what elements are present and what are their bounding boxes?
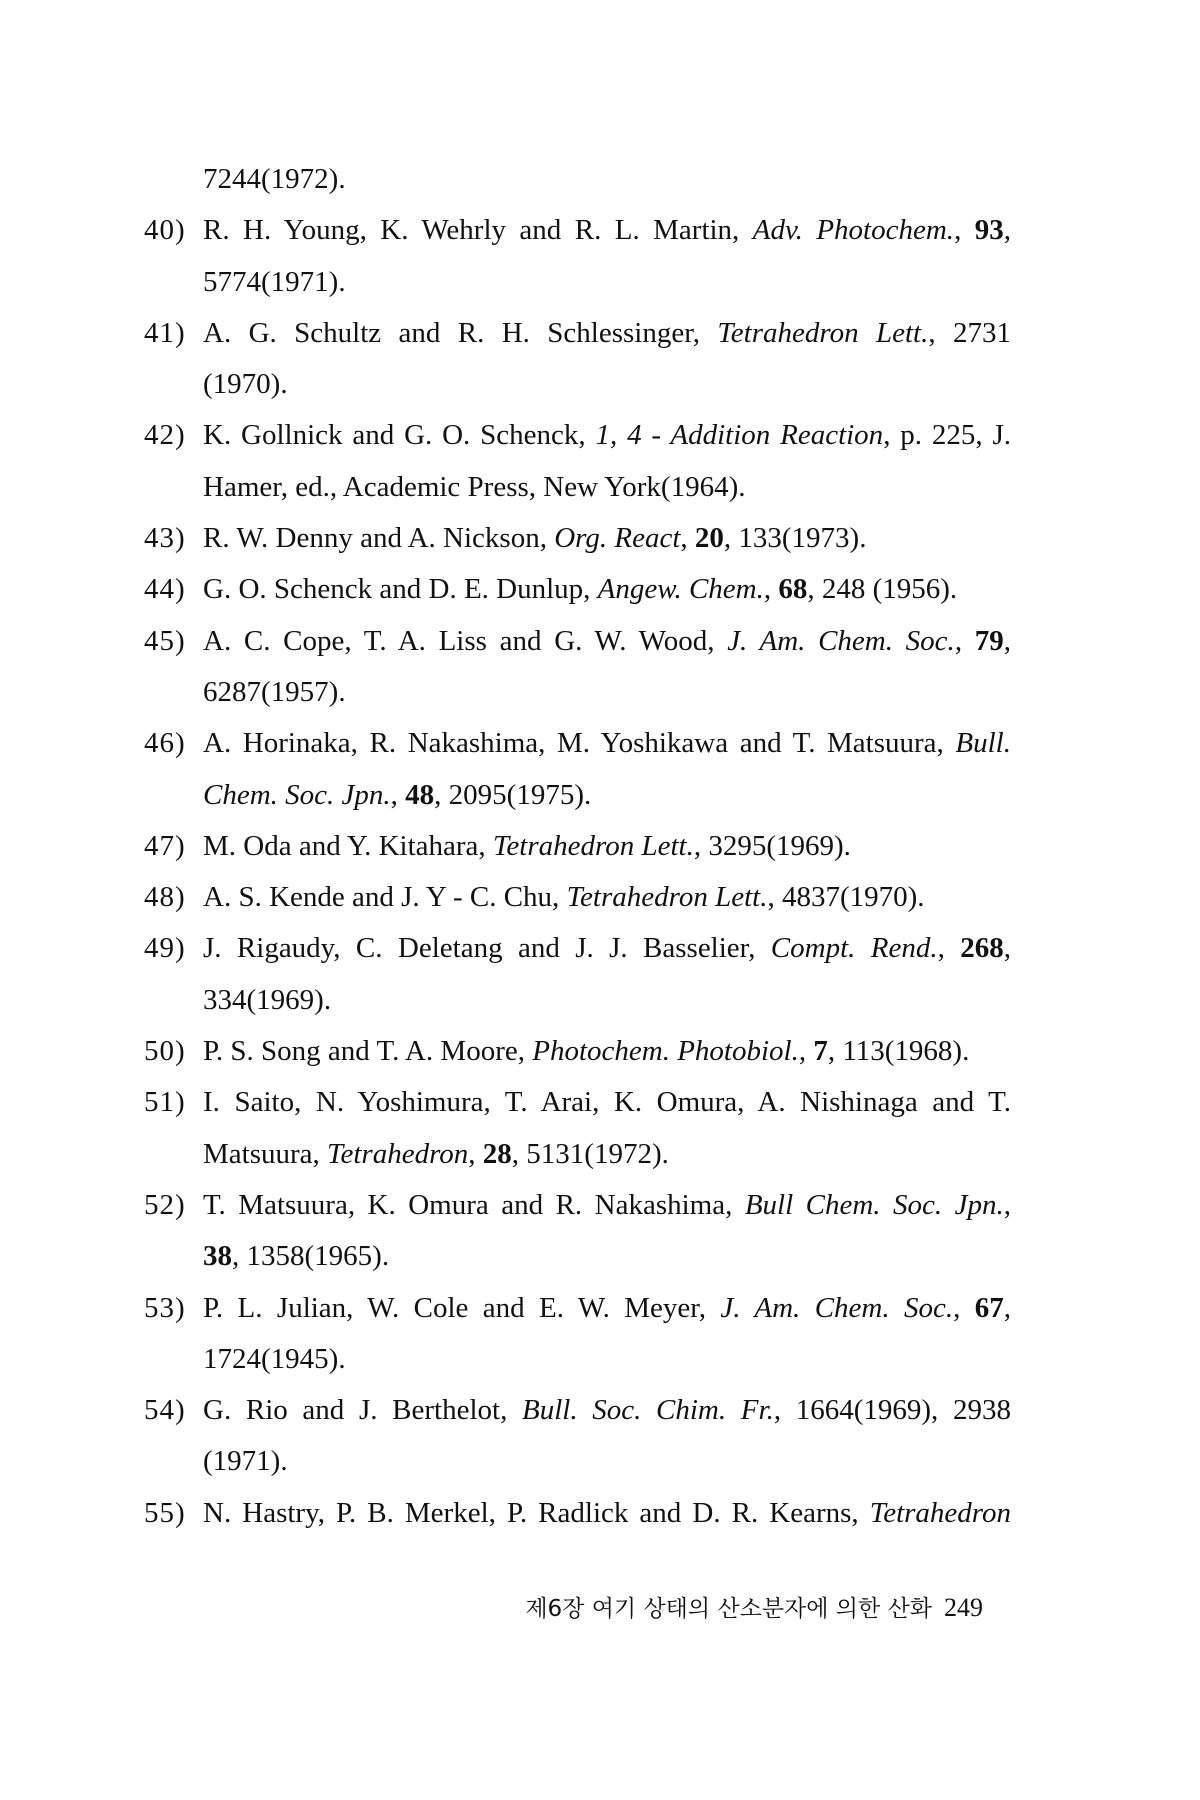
volume-number: 20 [694,522,724,555]
reference-number: 52) [144,1188,186,1221]
reference-text [203,821,1011,872]
citation-text: , [680,522,695,555]
citation-text: , 113(1968). [827,1035,970,1068]
reference-entry-start [0,1026,1200,1077]
citation-text: A. C. Cope, T. A. Liss and G. W. Wood, [203,624,728,657]
citation-text: , 2731 [928,316,1011,349]
volume-number: 67 [974,1291,1004,1324]
citation-text: , [954,624,975,657]
citation-text: 6287(1957). [203,675,346,708]
reference-number: 45) [144,624,186,657]
reference-entry-start [0,923,1200,974]
volume-number: 68 [778,573,808,606]
citation-text: , 2095(1975). [434,778,592,811]
volume-number: 48 [405,778,435,811]
reference-entry-start [0,616,1200,667]
journal-title: Photochem. Photobiol. [532,1035,799,1068]
reference-text [203,308,1011,359]
reference-number: 43) [144,522,186,555]
reference-number: 46) [144,727,186,760]
journal-title: Bull. [955,727,1011,760]
page-number: 249 [944,1593,983,1622]
reference-text [203,359,1011,410]
citation-text: T. Matsuura, K. Omura and R. Nakashima, [203,1188,745,1221]
reference-text [203,410,1011,461]
reference-number: 44) [144,573,186,606]
reference-text [203,1436,1011,1487]
reference-text [203,770,1011,821]
reference-entry-start [0,205,1200,256]
reference-number: 40) [144,214,186,247]
citation-text: , [937,932,961,965]
citation-text: (1970). [203,368,288,401]
reference-text [203,205,1011,256]
journal-title: J. Am. Chem. Soc. [727,624,955,657]
citation-text: , [390,778,406,811]
citation-text: , 3295(1969). [693,829,851,862]
journal-title: Org. React [554,522,681,555]
journal-title: Angew. Chem. [597,573,764,606]
citation-text: M. Oda and Y. Kitahara, [203,829,493,862]
reference-entry-start [0,1385,1200,1436]
reference-text [203,872,1011,923]
reference-text [203,154,1011,205]
reference-text [203,513,1011,564]
reference-continuation-line [0,359,1200,410]
reference-entry-start [0,1077,1200,1128]
reference-text [203,616,1011,667]
citation-text: , [468,1137,483,1170]
reference-continuation-line [0,1129,1200,1180]
volume-number: 93 [974,214,1004,247]
citation-text: G. O. Schenck and D. E. Dunlup, [203,573,598,606]
citation-text: , [763,573,779,606]
reference-number: 42) [144,419,186,452]
reference-text [203,1283,1011,1334]
reference-entry-start [0,1488,1200,1539]
reference-entry-start [0,1180,1200,1231]
reference-text [203,1488,1011,1539]
citation-text: , 1664(1969), 2938 [773,1394,1011,1427]
page-footer [525,1590,983,1623]
journal-title: Compt. Rend. [770,932,938,965]
citation-text: , 1358(1965). [232,1240,390,1273]
reference-text [203,1385,1011,1436]
reference-text [203,923,1011,974]
reference-text [203,1180,1011,1231]
journal-title: J. Am. Chem. Soc. [720,1291,954,1324]
reference-text [203,1231,1011,1282]
citation-text: , 248 (1956). [807,573,958,606]
reference-text [203,257,1011,308]
running-chapter-title: 제6장 여기 상태의 산소분자에 의한 산화 [525,1596,932,1622]
volume-number: 79 [974,624,1004,657]
citation-text: 334(1969). [203,983,332,1016]
reference-number: 47) [144,829,186,862]
citation-text: , 133(1973). [723,522,867,555]
reference-continuation-line [0,667,1200,718]
journal-title: Tetrahedron Lett. [492,829,694,862]
citation-text: A. G. Schultz and R. H. Schlessinger, [203,316,718,349]
reference-text [203,1077,1011,1128]
citation-text: R. H. Young, K. Wehrly and R. L. Martin, [203,214,753,247]
reference-number: 53) [144,1291,186,1324]
citation-text: , [954,214,975,247]
citation-text: 1724(1945). [203,1342,346,1375]
journal-title: Adv. Photochem. [752,214,955,247]
reference-continuation-line [0,257,1200,308]
citation-text: A. Horinaka, R. Nakashima, M. Yoshikawa and T. Matsuura, [203,727,956,760]
reference-entry-start [0,821,1200,872]
reference-continuation-line [0,1231,1200,1282]
citation-text: R. W. Denny and A. Nickson, [203,522,555,555]
reference-number: 55) [144,1496,186,1529]
citation-text: , 5131(1972). [511,1137,669,1170]
reference-text [203,564,1011,615]
reference-entry-start [0,718,1200,769]
reference-text [203,462,1011,513]
citation-text: (1971). [203,1445,288,1478]
reference-list [0,154,1200,1539]
reference-number: 49) [144,932,186,965]
reference-continuation-line [0,154,1200,205]
reference-entry-start [0,410,1200,461]
journal-title: Bull. Soc. Chim. Fr. [522,1394,774,1427]
reference-number: 54) [144,1394,186,1427]
journal-title: Tetrahedron [869,1496,1011,1529]
reference-entry-start [0,872,1200,923]
reference-entry-start [0,513,1200,564]
citation-text: N. Hastry, P. B. Merkel, P. Radlick and D. R. Kearns, [203,1496,870,1529]
citation-text: G. Rio and J. Berthelot, [203,1394,522,1427]
citation-text: , 4837(1970). [767,881,925,914]
reference-text [203,975,1011,1026]
reference-entry-start [0,308,1200,359]
journal-title: Bull Chem. Soc. Jpn. [744,1188,1004,1221]
reference-entry-start [0,1283,1200,1334]
citation-text: , [953,1291,975,1324]
citation-text: , [1003,1291,1011,1324]
reference-number: 48) [144,881,186,914]
journal-title: 1, 4 - Addition Reaction [595,419,884,452]
citation-text: Hamer, ed., Academic Press, New York(1964). [203,470,746,503]
citation-text: , [798,1035,814,1068]
volume-number: 38 [203,1240,232,1273]
reference-number: 41) [144,316,186,349]
journal-title: Tetrahedron [327,1137,469,1170]
citation-text: P. S. Song and T. A. Moore, [203,1035,533,1068]
reference-text [203,1129,1011,1180]
reference-text [203,667,1011,718]
journal-title: Tetrahedron Lett. [717,316,929,349]
citation-text: J. Rigaudy, C. Deletang and J. J. Basselier, [203,932,771,965]
citation-text: Matsuura, [203,1137,328,1170]
reference-continuation-line [0,1334,1200,1385]
citation-text: , p. 225, J. [883,419,1011,452]
citation-text: 7244(1972). [203,163,346,195]
reference-text [203,1334,1011,1385]
citation-text: , [1003,932,1011,965]
volume-number: 28 [482,1137,512,1170]
reference-entry-start [0,564,1200,615]
volume-number: 7 [813,1035,828,1068]
journal-title: Chem. Soc. Jpn. [203,778,391,811]
reference-continuation-line [0,770,1200,821]
citation-text: , [1003,624,1012,657]
citation-text: A. S. Kende and J. Y - C. Chu, [203,881,567,914]
citation-text: P. L. Julian, W. Cole and E. W. Meyer, [203,1291,721,1324]
citation-text: 5774(1971). [203,265,346,298]
reference-text [203,1026,1011,1077]
reference-continuation-line [0,975,1200,1026]
citation-text: , [1003,214,1011,247]
volume-number: 268 [960,932,1004,965]
reference-number: 50) [144,1035,186,1068]
citation-text: K. Gollnick and G. O. Schenck, [203,419,596,452]
reference-text [203,718,1011,769]
reference-continuation-line [0,1436,1200,1487]
citation-text: , [1003,1188,1012,1221]
reference-number: 51) [144,1086,186,1119]
citation-text: I. Saito, N. Yoshimura, T. Arai, K. Omura, A. Nishinaga and T. [203,1086,1011,1119]
reference-continuation-line [0,462,1200,513]
journal-title: Tetrahedron Lett. [566,881,768,914]
